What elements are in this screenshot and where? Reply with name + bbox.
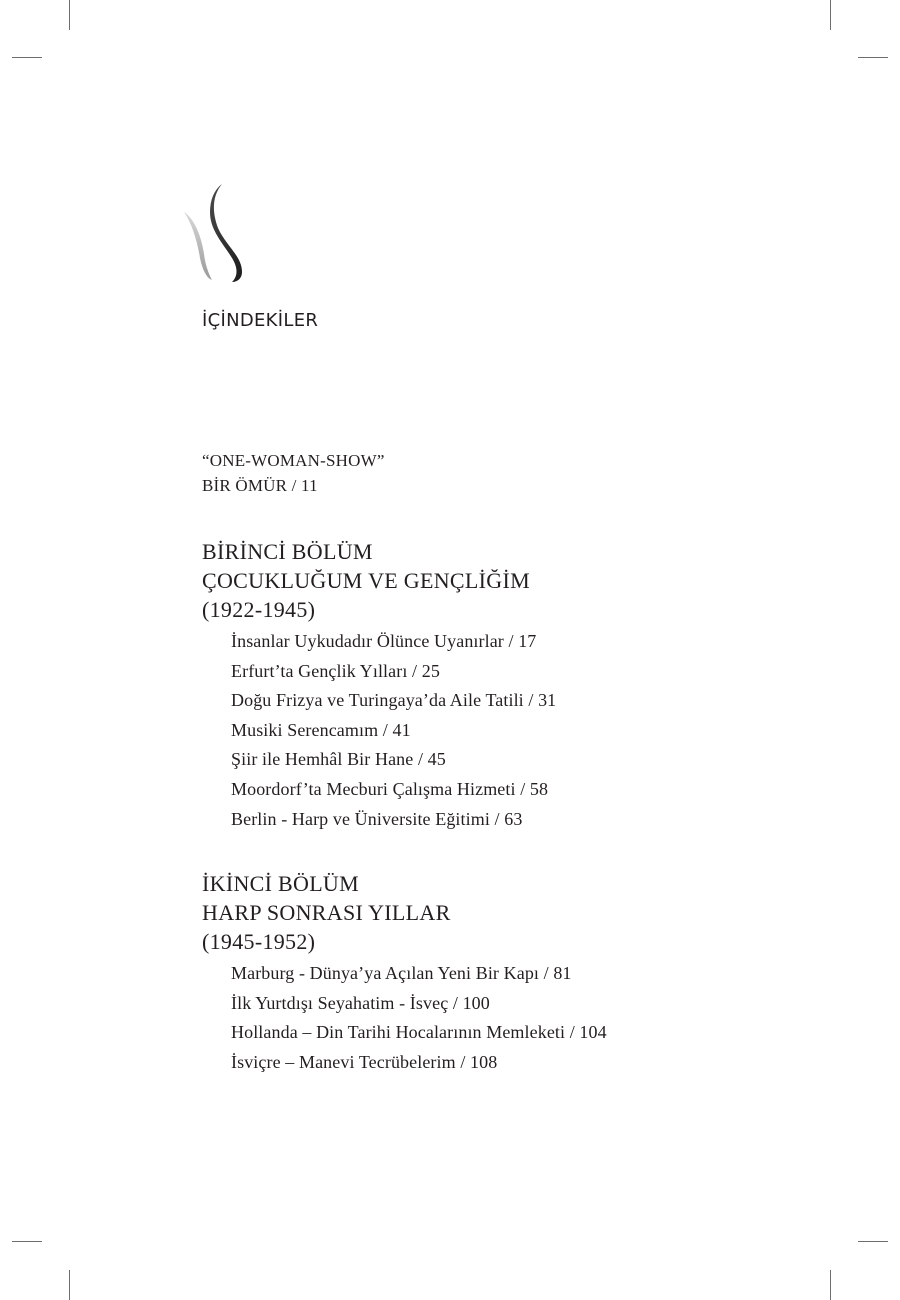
crop-mark — [858, 1241, 888, 1242]
chapter-list — [202, 627, 556, 834]
crop-mark — [830, 1270, 831, 1300]
chapter-entry: Marburg - Dünya’ya Açılan Yeni Bir Kapı / 81 — [231, 963, 572, 983]
crop-mark — [12, 1241, 42, 1242]
chapter-entry: İlk Yurtdışı Seyahatim - İsveç / 100 — [231, 992, 490, 1013]
part-years: (1922-1945) — [202, 597, 316, 622]
chapter-entry: Hollanda – Din Tarihi Hocalarının Memleketi / 104 — [231, 1022, 607, 1043]
part-subtitle: HARP SONRASI YILLAR — [202, 900, 451, 925]
crop-mark — [12, 57, 42, 58]
chapter-entry: Berlin - Harp ve Üniversite Eğitimi / 63 — [231, 808, 523, 829]
chapter-entry: Şiir ile Hemhâl Bir Hane / 45 — [231, 749, 446, 770]
part-section — [202, 869, 607, 1077]
chapter-list — [202, 959, 607, 1077]
part-section — [202, 537, 556, 834]
part-title: BİRİNCİ BÖLÜM — [202, 539, 373, 564]
intro-section — [202, 448, 385, 498]
chapter-entry: Erfurt’ta Gençlik Yılları / 25 — [231, 660, 440, 681]
chapter-entry: Moordorf’ta Mecburi Çalışma Hizmeti / 58 — [231, 778, 549, 799]
chapter-entry: Musiki Serencamım / 41 — [231, 719, 411, 740]
chapter-entry: İsviçre – Manevi Tecrübelerim / 108 — [231, 1051, 498, 1072]
crop-mark — [830, 0, 831, 30]
toc-heading: İÇİNDEKİLER — [202, 310, 319, 331]
crop-mark — [858, 57, 888, 58]
part-years: (1945-1952) — [202, 929, 316, 954]
crop-mark — [69, 0, 70, 30]
part-subtitle: ÇOCUKLUĞUM VE GENÇLİĞİM — [202, 568, 530, 593]
chapter-entry: İnsanlar Uykudadır Ölünce Uyanırlar / 17 — [231, 631, 537, 651]
intro-title: “ONE-WOMAN-SHOW” — [202, 451, 385, 470]
crop-mark — [69, 1270, 70, 1300]
part-title: İKİNCİ BÖLÜM — [202, 871, 359, 896]
intro-entry: BİR ÖMÜR / 11 — [202, 476, 318, 495]
calligraphic-stroke-icon — [182, 182, 248, 284]
chapter-entry: Doğu Frizya ve Turingaya’da Aile Tatili / 31 — [231, 690, 557, 711]
